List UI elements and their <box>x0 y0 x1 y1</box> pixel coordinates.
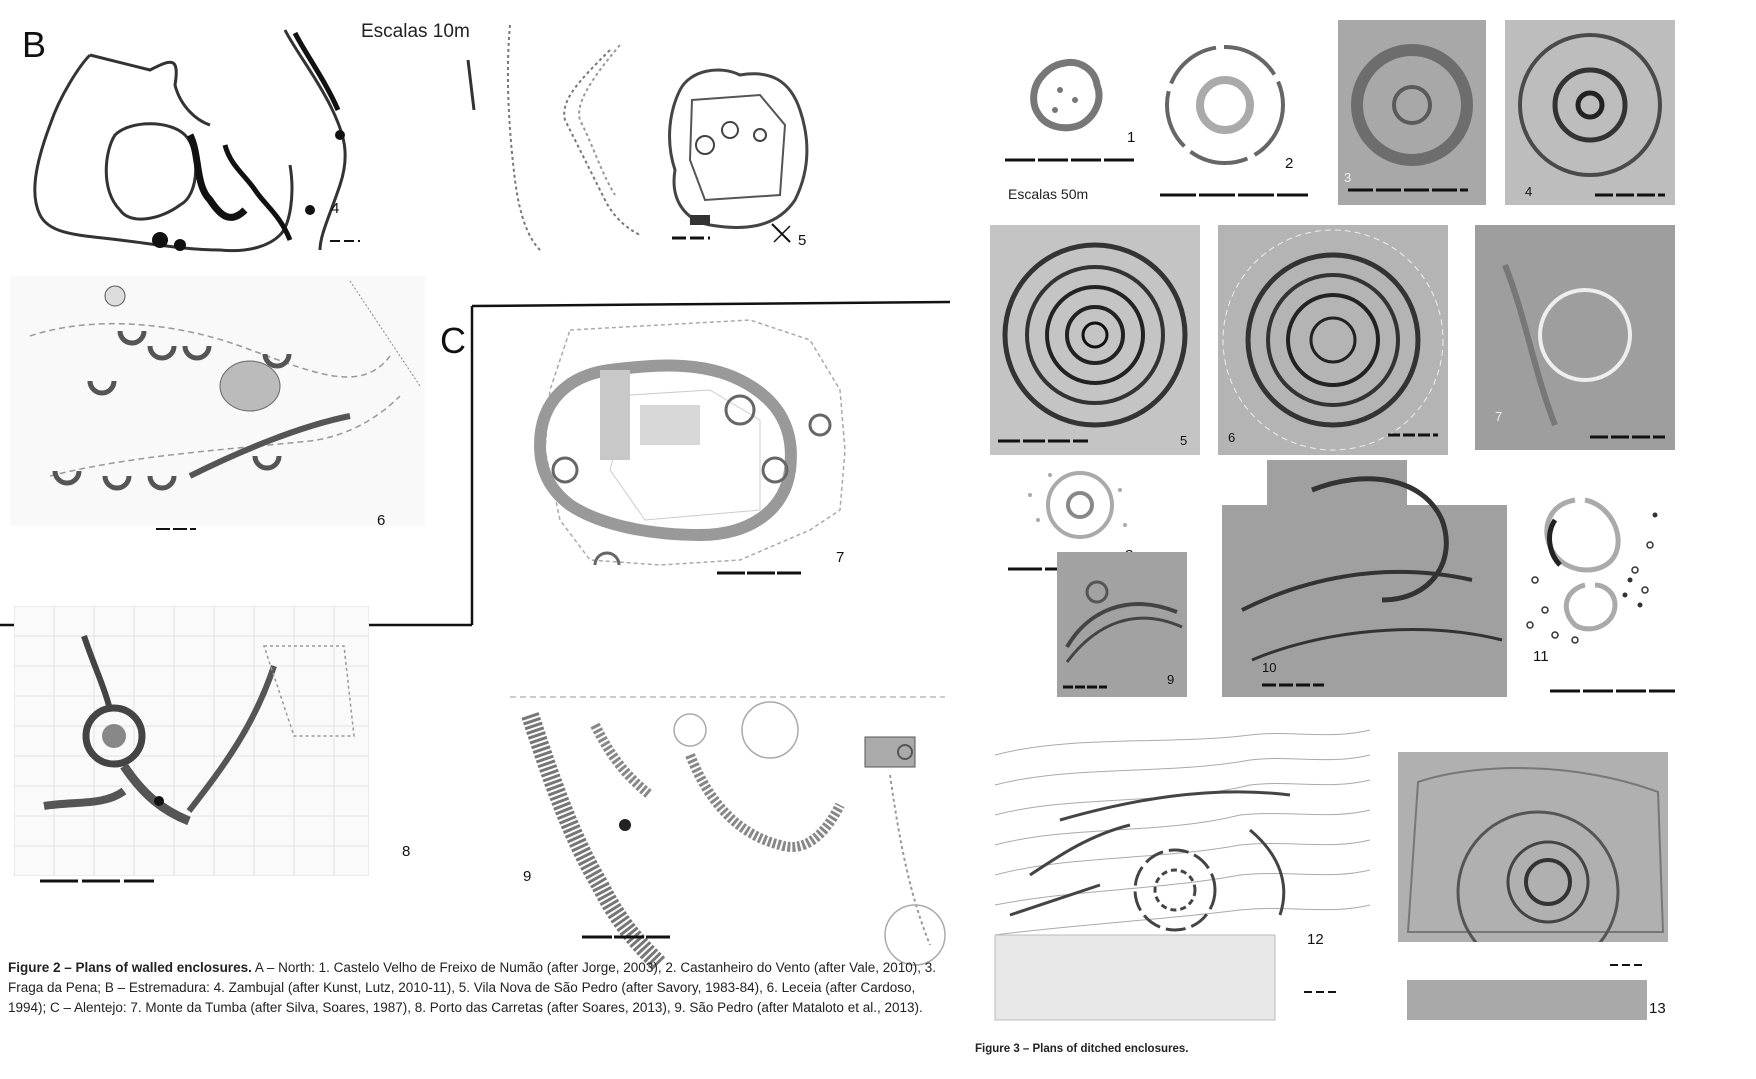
north-arrow-plan-5 <box>770 222 792 244</box>
figure-3-caption-title: Figure 3 – Plans of ditched enclosures. <box>975 1043 1189 1055</box>
fig3-plan-label-7: 7 <box>1495 409 1503 424</box>
fig3-plan-label-2: 2 <box>1285 155 1294 172</box>
scale-bar-plan-5 <box>672 236 710 240</box>
fig3-plan-label-1: 1 <box>1127 129 1136 146</box>
fig3-scale-bar-13 <box>1610 963 1642 967</box>
plan-label-6: 6 <box>377 512 386 529</box>
figure-2-caption-title: Figure 2 – Plans of walled enclosures. <box>8 960 252 975</box>
fig3-plan-label-13: 13 <box>1649 1000 1666 1017</box>
fig3-plan-10-magnetogram <box>1222 460 1507 697</box>
fig3-plan-13-magnetogram <box>1398 752 1668 942</box>
plan-label-5: 5 <box>798 232 807 249</box>
plan-8-porto-das-carretas <box>14 606 369 876</box>
fig3-plan-4-magnetogram <box>1505 20 1675 205</box>
fig3-plan-label-5: 5 <box>1180 433 1188 448</box>
fig3-plan-5-magnetogram <box>990 225 1200 455</box>
fig3-plan-9-magnetogram <box>1057 552 1187 697</box>
fig3-plan-label-4: 4 <box>1525 184 1533 199</box>
fig3-plan-label-9: 9 <box>1167 672 1175 687</box>
fig3-scale-bar-2 <box>1160 193 1308 197</box>
fig3-scale-bar-12 <box>1304 990 1336 994</box>
plan-9-sao-pedro <box>500 695 950 995</box>
scale-title-50m: Escalas 50m <box>1008 186 1089 202</box>
section-b-letter: B <box>22 24 47 65</box>
fig3-plan-label-10: 10 <box>1262 660 1277 675</box>
figure-3 <box>975 0 1756 1079</box>
scale-bar-plan-7 <box>717 571 801 575</box>
scale-bar-plan-6 <box>156 527 196 531</box>
scale-bar-plan-9 <box>582 935 670 939</box>
fig3-plan-11 <box>1515 485 1665 650</box>
figure-3-caption <box>975 1043 1475 1055</box>
scale-bar-plan-8 <box>40 879 154 883</box>
plan-6-leceia <box>10 276 425 526</box>
fig3-scale-bar-1 <box>1005 158 1135 162</box>
fig3-plan-2 <box>1155 35 1295 175</box>
fig3-plan-6-magnetogram <box>1218 225 1448 455</box>
fig3-plan-label-6: 6 <box>1228 430 1236 445</box>
figure-2-caption <box>8 958 948 1018</box>
fig3-plan-1 <box>1025 55 1105 135</box>
scale-title-10m: Escalas 10m <box>361 21 470 42</box>
plan-label-4: 4 <box>331 200 340 217</box>
fig3-plan-label-3: 3 <box>1344 170 1352 185</box>
fig3-plan-8 <box>1020 465 1140 555</box>
plan-label-9: 9 <box>523 868 532 885</box>
fig3-plan-13-strip <box>1407 980 1647 1020</box>
section-c-letter: C <box>440 320 466 361</box>
scale-bar-plan-4 <box>330 239 360 243</box>
plan-7-monte-da-tumba <box>500 310 860 580</box>
plan-label-7: 7 <box>836 549 845 566</box>
figure-2-caption-text: A – North: 1. Castelo Velho de Freixo de Numão (after Jorge, 2003), 2. Castanheiro do Vento (after Vale, 2010), 3. Fraga da Pena; B – Estremadura: 4. Zambujal (after Kunst, Lutz, 2010-11), 5. Vila Nova de São Pedro (after Savory, 1983-84), 6. Leceia (after Cardoso, 1994); C – Alentejo: 7. Monte da Tumba (after Silva, Soares, 1987), 8. Porto das Carretas (after Soares, 2013), 9. São Pedro (after Mataloto et al., 2013). <box>8 960 936 1015</box>
fig3-scale-bar-11 <box>1550 689 1675 693</box>
fig3-plan-3-magnetogram <box>1338 20 1486 205</box>
fig3-plan-label-11: 11 <box>1533 648 1549 665</box>
plan-label-8: 8 <box>402 843 411 860</box>
plan-4-zambujal <box>20 25 370 290</box>
fig3-plan-label-12: 12 <box>1307 931 1324 948</box>
fig3-plan-12 <box>990 725 1375 1025</box>
fig3-plan-7-magnetogram <box>1475 225 1675 450</box>
